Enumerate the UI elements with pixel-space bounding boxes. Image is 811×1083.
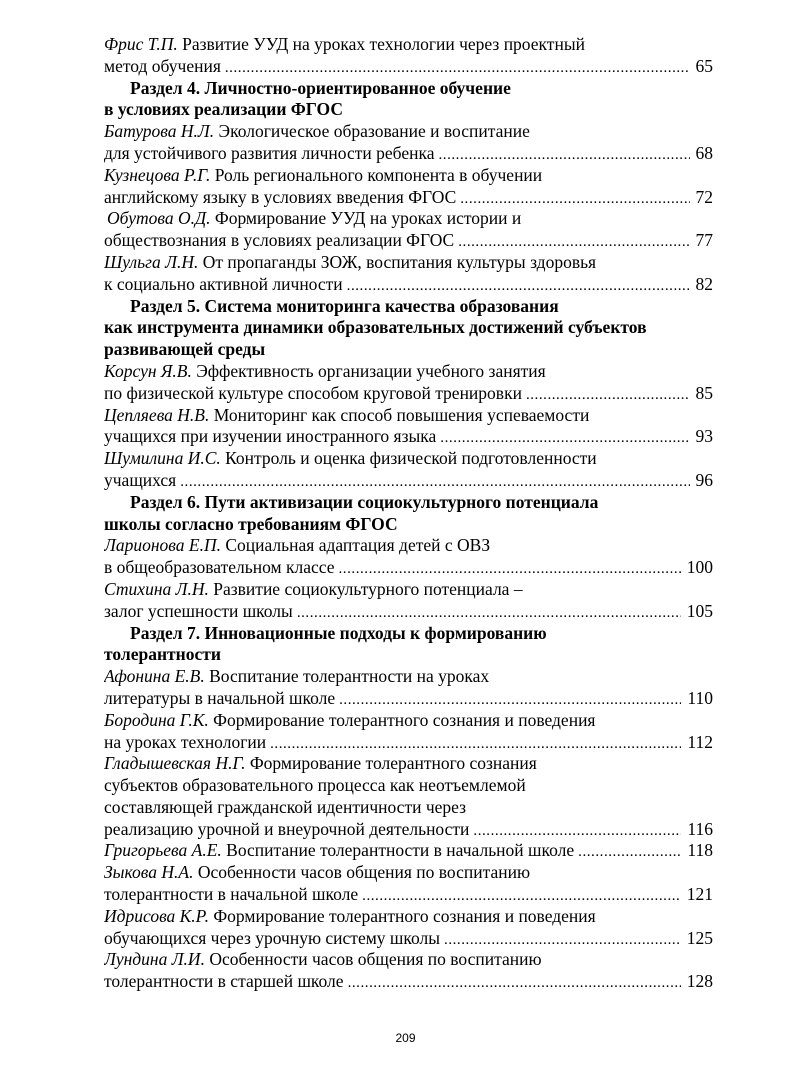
- toc-entry-line: [104, 753, 713, 775]
- toc-entry-line: [104, 906, 713, 928]
- entry-page-number: 82: [695, 273, 713, 294]
- toc-entry-line: [104, 208, 713, 230]
- toc-entry-line: [104, 405, 713, 427]
- entry-title: Особенности часов общения по воспитанию: [204, 949, 542, 970]
- entry-title: Воспитание толерантности на уроках: [204, 666, 490, 687]
- entry-title-continued: для устойчивого развития личности ребенка: [104, 142, 435, 163]
- entry-author: Лундина Л.И.: [104, 949, 205, 970]
- toc-leader-line: [104, 56, 713, 78]
- toc-entry-line: [104, 165, 713, 187]
- entry-page-number: 110: [687, 687, 713, 708]
- toc-leader-line: [104, 187, 713, 209]
- dot-leader: [440, 428, 689, 448]
- toc-leader-line: [104, 470, 713, 492]
- entry-title: Развитие социокультурного потенциала –: [208, 578, 523, 599]
- dot-leader: [438, 145, 689, 165]
- toc-leader-line: [104, 274, 713, 296]
- toc-leader-line: [104, 732, 713, 754]
- entry-title: Особенности часов общения по воспитанию: [193, 862, 531, 883]
- entry-page-number: 72: [695, 186, 713, 207]
- entry-title-continued: толерантности в начальной школе: [104, 884, 359, 905]
- toc-leader-line: [104, 383, 713, 405]
- entry-author: Корсун Я.В.: [104, 360, 192, 381]
- toc-entry-line: [104, 535, 713, 557]
- entry-title-continued: к социально активной личности: [104, 273, 343, 294]
- entry-page-number: 118: [687, 840, 713, 861]
- entry-author: Обутова О.Д.: [107, 208, 211, 229]
- toc-entry-line: [104, 579, 713, 601]
- section-heading-continued: как инструмента динамики образовательных достижений субъектов: [104, 317, 647, 338]
- entry-title: Формирование толерантного сознания и поведения: [208, 905, 596, 926]
- entry-title-continued: на уроках технологии: [104, 731, 267, 752]
- toc-entry-line: [104, 666, 713, 688]
- dot-leader: [297, 603, 681, 623]
- entry-author: Афонина Е.В.: [104, 666, 205, 687]
- toc-leader-line: [104, 884, 713, 906]
- dot-leader: [362, 886, 681, 906]
- page-number: 209: [395, 1031, 416, 1045]
- entry-title: Формирование УУД на уроках истории и: [210, 208, 522, 229]
- entry-title: Мониторинг как способ повышения успеваемости: [209, 404, 590, 425]
- entry-page-number: 116: [687, 818, 713, 839]
- toc-leader-line: [104, 840, 713, 862]
- entry-title-continued: субъектов образовательного процесса как неотъемлемой: [104, 775, 526, 796]
- dot-leader: [444, 930, 681, 950]
- entry-author: Гладышевская Н.Г.: [104, 753, 246, 774]
- entry-author: Кузнецова Р.Г.: [104, 164, 211, 185]
- entry-page-number: 77: [695, 230, 713, 251]
- entry-author: Цепляева Н.В.: [104, 404, 210, 425]
- entry-author: Батурова Н.Л.: [104, 121, 215, 142]
- section-heading: Раздел 6. Пути активизации социокультурного потенциала: [130, 491, 599, 512]
- entry-author: Идрисова К.Р.: [104, 905, 209, 926]
- toc-entry-line: [104, 949, 713, 971]
- entry-title: Социальная адаптация детей с ОВЗ: [220, 535, 491, 556]
- toc-entry-line: [104, 34, 713, 56]
- entry-page-number: 121: [686, 884, 713, 905]
- entry-title-continued: обучающихся через урочную систему школы: [104, 927, 441, 948]
- toc-leader-line: [104, 971, 713, 993]
- entry-author: Ларионова Е.П.: [104, 535, 221, 556]
- entry-title-continued: метод обучения: [104, 55, 221, 76]
- table-of-contents: [104, 34, 713, 993]
- toc-leader-line: [104, 688, 713, 710]
- toc-entry-line: [104, 448, 713, 470]
- entry-page-number: 112: [687, 731, 713, 752]
- entry-page-number: 85: [695, 382, 713, 403]
- entry-author: Зыкова Н.А.: [104, 862, 194, 883]
- section-heading: Раздел 7. Инновационные подходы к формированию: [130, 622, 547, 643]
- entry-page-number: 96: [695, 469, 713, 490]
- toc-leader-line: [104, 557, 713, 579]
- entry-page-number: 125: [686, 927, 713, 948]
- dot-leader: [270, 734, 681, 754]
- section-heading: Раздел 5. Система мониторинга качества образования: [130, 295, 559, 316]
- entry-title: Формирование толерантного сознания: [245, 753, 537, 774]
- entry-title: Экологическое образование и воспитание: [214, 121, 530, 142]
- toc-entry-line: [104, 710, 713, 732]
- dot-leader: [225, 58, 690, 78]
- entry-title: От пропаганды ЗОЖ, воспитания культуры здоровья: [198, 251, 597, 272]
- section-heading-continued: в условиях реализации ФГОС: [104, 99, 343, 120]
- toc-leader-line: [104, 601, 713, 623]
- toc-entry-line: [104, 862, 713, 884]
- entry-author: Шульга Л.Н.: [104, 251, 199, 272]
- section-heading-continued: школы согласно требованиям ФГОС: [104, 513, 398, 534]
- entry-title-continued: реализацию урочной и внеурочной деятельности: [104, 818, 470, 839]
- entry-page-number: 100: [686, 557, 713, 578]
- entry-author: Бородина Г.К.: [104, 709, 209, 730]
- entry-page-number: 68: [695, 142, 713, 163]
- entry-page-number: 105: [686, 600, 713, 621]
- entry-title-continued: толерантности в старшей школе: [104, 971, 344, 992]
- dot-leader: [578, 842, 681, 862]
- toc-entry-line: [104, 121, 713, 143]
- entry-title-continued: залог успешности школы: [104, 600, 293, 621]
- entry-title-continued: по физической культуре способом круговой тренировки: [104, 382, 522, 403]
- entry-title-continued: обществознания в условиях реализации ФГОС: [104, 230, 455, 251]
- toc-leader-line: [104, 426, 713, 448]
- dot-leader: [526, 385, 690, 405]
- toc-leader-line: [104, 928, 713, 950]
- entry-title-continued: составляющей гражданской идентичности через: [104, 796, 467, 817]
- entry-title: Эффективность организации учебного занятия: [191, 360, 546, 381]
- dot-leader: [339, 690, 681, 710]
- section-heading: Раздел 4. Личностно-ориентированное обучение: [130, 77, 511, 98]
- dot-leader: [460, 189, 689, 209]
- entry-title-continued: учащихся при изучении иностранного языка: [104, 426, 437, 447]
- toc-entry-line: [104, 361, 713, 383]
- dot-leader: [348, 973, 681, 993]
- entry-title-continued: литературы в начальной школе: [104, 687, 336, 708]
- entry-title: Воспитание толерантности в начальной школе: [221, 840, 575, 861]
- dot-leader: [473, 821, 681, 841]
- entry-author: Стихина Л.Н.: [104, 578, 209, 599]
- entry-title-continued: английскому языку в условиях введения ФГОС: [104, 186, 457, 207]
- entry-title: Роль регионального компонента в обучении: [210, 164, 543, 185]
- toc-leader-line: [104, 143, 713, 165]
- dot-leader: [347, 276, 690, 296]
- section-heading-continued: толерантности: [104, 644, 221, 665]
- entry-title-continued: учащихся: [104, 469, 177, 490]
- dot-leader: [458, 232, 689, 252]
- entry-author: Фрис Т.П.: [104, 34, 178, 54]
- entry-author: Григорьева А.Е.: [104, 840, 222, 861]
- entry-title: Развитие УУД на уроках технологии через проектный: [177, 34, 585, 54]
- toc-leader-line: [104, 230, 713, 252]
- entry-page-number: 65: [695, 55, 713, 76]
- entry-title: Контроль и оценка физической подготовленности: [220, 448, 597, 469]
- entry-page-number: 128: [686, 971, 713, 992]
- entry-title: Формирование толерантного сознания и поведения: [208, 709, 596, 730]
- entry-title-continued: в общеобразовательном классе: [104, 557, 335, 578]
- entry-author: Шумилина И.С.: [104, 448, 221, 469]
- entry-title-continued: [104, 840, 578, 862]
- dot-leader: [339, 559, 681, 579]
- section-heading-continued: развивающей среды: [104, 339, 266, 360]
- entry-page-number: 93: [695, 426, 713, 447]
- toc-entry-line: [104, 252, 713, 274]
- toc-leader-line: [104, 819, 713, 841]
- dot-leader: [180, 472, 689, 492]
